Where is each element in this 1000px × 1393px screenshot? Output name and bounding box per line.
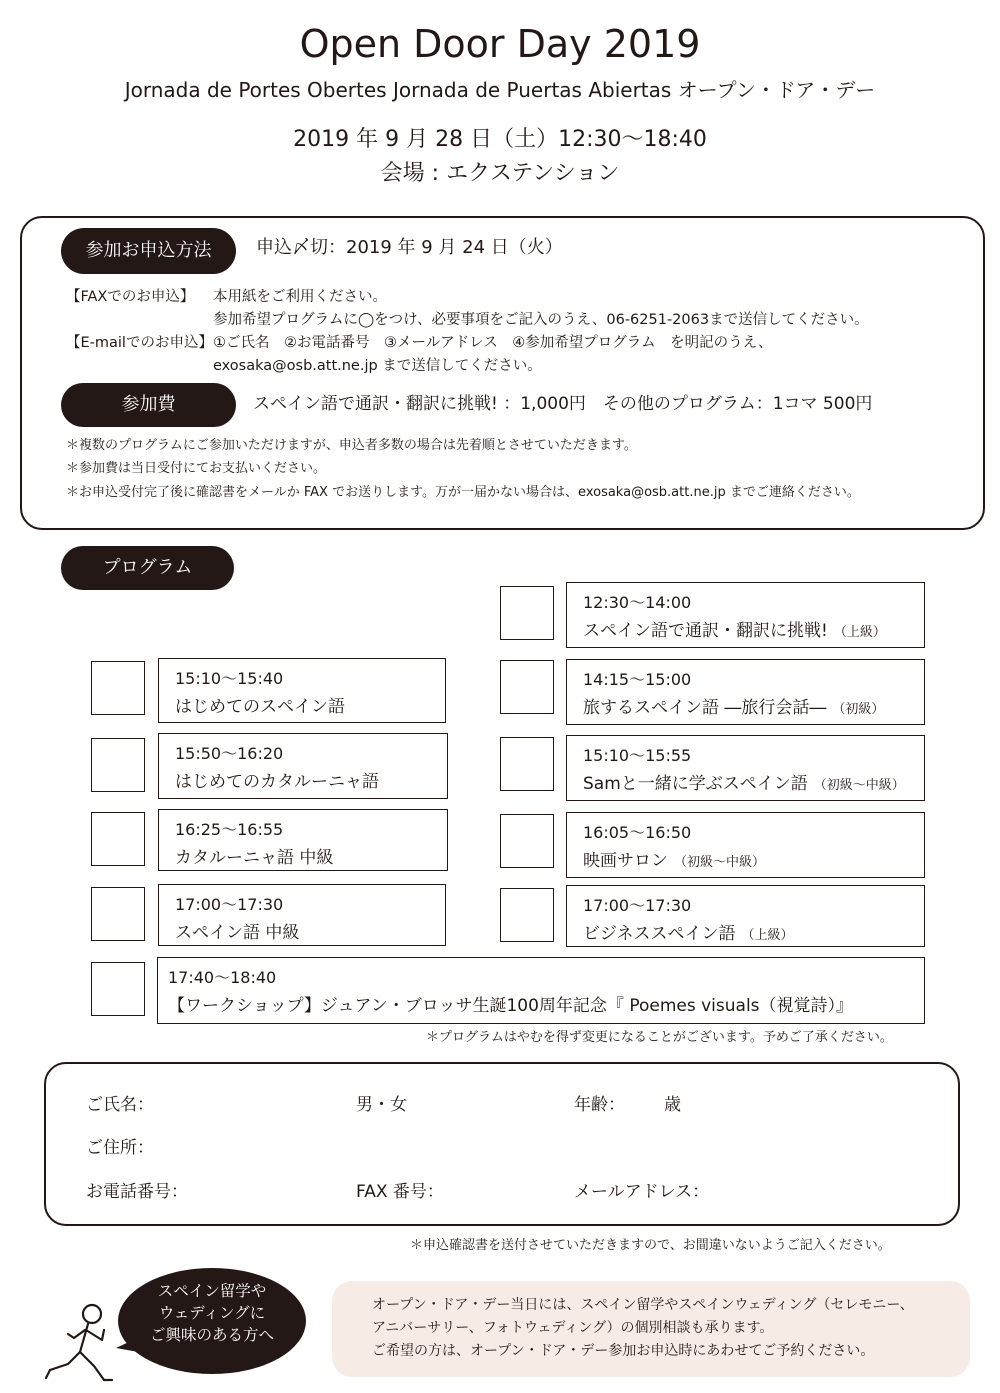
consultation-text: オープン・ドア・デー当日には、スペイン留学やスペインウェディング（セレモニー、 アニバーサリー、フォトウェディング）の個別相談も承ります。 ご希望の方は、オープン・ドア・デー参加お申込時にあわせてご予約ください。 [372,1297,914,1359]
page-subtitle: Jornada de Portes Obertes Jornada de Puertas Abiertas オープン・ドア・デー [124,78,876,102]
fee-heading: 参加費 [61,383,236,427]
program-item-r3 [566,735,925,801]
program-checkbox-r1[interactable] [500,586,554,640]
program-time: 16:05〜16:50 [583,823,692,842]
program-checkbox-workshop[interactable] [91,962,145,1016]
fee-text: スペイン語で通訳・翻訳に挑戦! ：1,000円 その他のプログラム：1コマ 500円 [253,394,873,414]
program-time: 15:50〜16:20 [175,744,284,763]
age-unit: 歳 [664,1095,681,1115]
program-checkbox-l2[interactable] [91,738,145,792]
program-time: 17:00〜17:30 [175,895,284,914]
program-time: 16:25〜16:55 [175,820,284,839]
program-item-r5 [566,885,925,947]
program-heading: プログラム [61,546,234,590]
program-name: スペイン語で通訳・翻訳に挑戦! （上級） [583,621,886,641]
program-time: 15:10〜15:55 [583,746,692,765]
program-checkbox-l3[interactable] [91,812,145,866]
form-note: ＊申込確認書を送付させていただきますので、お間違いないようご記入ください。 [410,1238,891,1253]
phone-field-label: お電話番号： [86,1182,188,1202]
program-item-r1 [566,582,925,648]
program-time: 12:30〜14:00 [583,593,692,612]
fee-note-3: ＊お申込受付完了後に確認書をメールか FAX でお送りします。万が一届かない場合は、exosaka@osb.att.ne.jp までご連絡ください。 [66,485,860,500]
name-field-label: ご氏名： [86,1095,154,1115]
event-date: 2019 年 9 月 28 日（土）12:30〜18:40 [293,127,707,152]
email-line-1: ①ご氏名 ②お電話番号 ③メールアドレス ④参加希望プログラム を明記のうえ、 [213,335,773,351]
email-label: 【E-mailでのお申込】 [66,335,213,351]
gender-field: 男・女 [356,1095,407,1115]
program-checkbox-l4[interactable] [91,887,145,941]
program-item-r2 [566,659,925,725]
program-item-l3 [158,809,448,871]
program-name: Samと一緒に学ぶスペイン語 （初級〜中級） [583,774,905,794]
fee-note-2: ＊参加費は当日受付にてお支払いください。 [66,461,327,476]
speech-bubble-text: スペイン留学や ウェディングに ご興味のある方へ [149,1282,274,1344]
fee-note-1: ＊複数のプログラムにご参加いただけますが、申込者多数の場合は先着順とさせていただきます。 [66,438,637,453]
program-name: はじめてのスペイン語 [175,697,345,717]
program-name: はじめてのカタルーニャ語 [175,772,379,792]
program-checkbox-l1[interactable] [91,661,145,715]
fax-line-1: 本用紙をご利用ください。 [213,289,387,305]
deadline-text: 申込〆切：2019 年 9 月 24 日（火） [256,237,563,258]
email-line-2: exosaka@osb.att.ne.jp まで送信してください。 [213,358,542,374]
program-checkbox-r4[interactable] [500,814,554,868]
program-name: 【ワークショップ】ジュアン・ブロッサ生誕100周年記念『 Poemes visuals（視覚詩）』 [168,996,854,1016]
program-name: ビジネススペイン語 （上級） [583,924,794,944]
program-time: 15:10〜15:40 [175,669,284,688]
program-time: 14:15〜15:00 [583,670,692,689]
program-note: ＊プログラムはやむを得ず変更になることがございます。予めご了承ください。 [426,1030,893,1045]
program-time: 17:00〜17:30 [583,896,692,915]
program-name: 映画サロン （初級〜中級） [583,851,766,871]
address-field-label: ご住所： [86,1138,154,1158]
program-item-workshop [157,957,925,1024]
fax-field-label: FAX 番号： [356,1182,444,1202]
program-name: 旅するスペイン語 ―旅行会話― （初級） [583,698,885,718]
program-item-l4 [158,884,446,946]
program-checkbox-r3[interactable] [500,737,554,791]
event-venue: 会場 : エクステンション [380,161,620,186]
program-checkbox-r2[interactable] [500,660,554,714]
page-title: Open Door Day 2019 [299,22,701,66]
fax-line-2: 参加希望プログラムに◯をつけ、必要事項をご記入のうえ、06-6251-2063まで送信してください。 [213,312,869,328]
program-item-r4 [566,812,925,878]
program-checkbox-r5[interactable] [500,888,554,942]
program-name: スペイン語 中級 [175,923,300,943]
apply-heading: 参加お申込方法 [61,228,236,274]
program-time: 17:40〜18:40 [168,968,277,987]
email-field-label: メールアドレス： [574,1182,710,1202]
program-item-l1 [158,658,446,723]
program-item-l2 [158,733,448,799]
program-name: カタルーニャ語 中級 [175,848,334,868]
fax-label: 【FAXでのお申込】 [66,289,195,305]
walking-person-icon [42,1300,118,1386]
age-field-label: 年齢： [574,1095,625,1115]
